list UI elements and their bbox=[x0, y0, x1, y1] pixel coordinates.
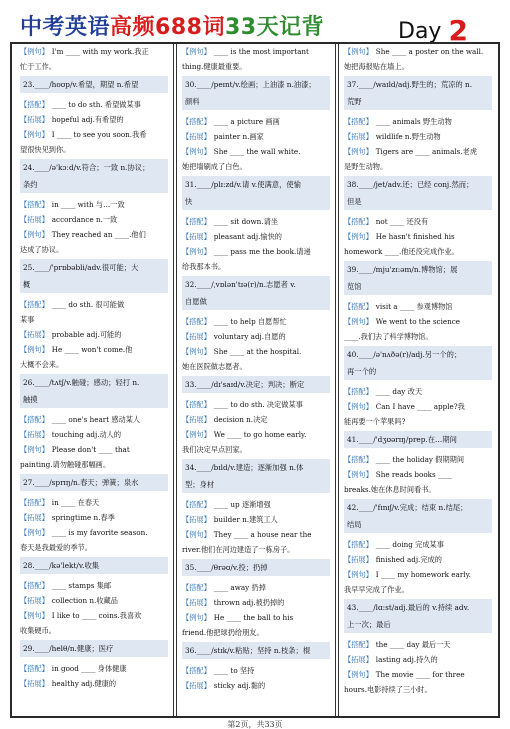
vocab-entry bbox=[182, 376, 330, 457]
line-tag-extension: 【拓展】 bbox=[182, 332, 211, 341]
line-text: in ____ 在春天 bbox=[51, 498, 100, 507]
vocab-entry bbox=[20, 374, 168, 472]
line-tag-collocation: 【搭配】 bbox=[344, 387, 373, 396]
entry-line bbox=[182, 427, 330, 442]
line-tag-collocation: 【搭配】 bbox=[20, 200, 49, 209]
entry-line bbox=[182, 625, 330, 640]
entry-line bbox=[20, 327, 168, 342]
entry-heading: 26.____/tʌtʃ/v.触碰；感动；轻打 n. bbox=[20, 374, 168, 391]
line-text: He hasn't finished his bbox=[375, 232, 455, 241]
line-tag-example: 【例句】 bbox=[182, 147, 211, 156]
line-tag-extension: 【拓展】 bbox=[20, 679, 49, 688]
line-text: We went to the science bbox=[375, 317, 461, 326]
entry-heading: 34.____/bɪld/v.建造；逐渐加强 n.体 bbox=[182, 459, 330, 476]
entry-line bbox=[20, 127, 168, 142]
entry-heading: 28.____/kə'lekt/v.收集 bbox=[20, 557, 168, 574]
entry-heading: 24.____/ə'kɔːd/v.符合；一致 n.协议； bbox=[20, 159, 168, 176]
entry-line bbox=[182, 129, 330, 144]
line-text: collection n.收藏品 bbox=[51, 596, 118, 605]
line-tag-collocation: 【搭配】 bbox=[182, 666, 211, 675]
entry-heading: 37.____/waɪld/adj.野生的；荒凉的 n. bbox=[344, 76, 492, 93]
entry-line bbox=[182, 44, 330, 59]
column-2 bbox=[180, 44, 332, 716]
line-text: ____ sit down.请坐 bbox=[213, 217, 278, 226]
entry-line bbox=[20, 227, 168, 242]
line-tag-collocation: 【搭配】 bbox=[344, 217, 373, 226]
entry-line bbox=[182, 542, 330, 557]
entry-line bbox=[344, 384, 492, 399]
line-text: 望很快见到你。 bbox=[20, 145, 71, 154]
line-tag-extension: 【拓展】 bbox=[344, 132, 373, 141]
line-text: She ____ a poster on the wall. bbox=[375, 47, 484, 56]
entry-heading: 41.____/'dʒʊərɪŋ/prep.在…期间 bbox=[344, 431, 492, 448]
line-text: ____ pass me the book.请递 bbox=[213, 247, 311, 256]
line-tag-example: 【例句】 bbox=[344, 470, 373, 479]
day-label: Day bbox=[398, 19, 442, 44]
line-text: builder n.建筑工人 bbox=[213, 515, 278, 524]
entry-line bbox=[182, 497, 330, 512]
day-indicator bbox=[398, 12, 468, 45]
entry-heading: 40.____/ə'nʌðə(r)/adj.另一个的； bbox=[344, 346, 492, 363]
page-title bbox=[20, 10, 324, 41]
line-text: ____ one's heart 感动某人 bbox=[51, 415, 141, 424]
entry-heading-continued: 颜料 bbox=[182, 93, 330, 110]
entry-line bbox=[20, 623, 168, 638]
line-tag-collocation: 【搭配】 bbox=[182, 400, 211, 409]
line-text: thing.健康最重要。 bbox=[182, 62, 247, 71]
line-tag-extension: 【拓展】 bbox=[182, 132, 211, 141]
line-text: She ____ the wall white. bbox=[213, 147, 301, 156]
entry-line bbox=[344, 59, 492, 74]
entry-line bbox=[344, 314, 492, 329]
entry-line bbox=[344, 329, 492, 344]
line-text: They reached an ____.他们 bbox=[51, 230, 146, 239]
line-tag-example: 【例句】 bbox=[20, 445, 49, 454]
entry-line bbox=[20, 97, 168, 112]
line-tag-example: 【例句】 bbox=[344, 317, 373, 326]
entry-heading-continued: 上一次；最后 bbox=[344, 616, 492, 633]
entry-line bbox=[344, 159, 492, 174]
line-tag-collocation: 【搭配】 bbox=[20, 415, 49, 424]
entry-line bbox=[344, 667, 492, 682]
line-text: ____ away 扔掉 bbox=[213, 583, 266, 592]
entry-heading: 32.____/ˌvɒlən'tɪə(r)/n.志愿者 v. bbox=[182, 276, 330, 293]
entry-heading-continued: 再一个的 bbox=[344, 363, 492, 380]
line-text: 某事 bbox=[20, 315, 35, 324]
line-text: accordance n.一致 bbox=[51, 215, 118, 224]
line-tag-collocation: 【搭配】 bbox=[182, 117, 211, 126]
line-tag-extension: 【拓展】 bbox=[182, 681, 211, 690]
line-tag-example: 【例句】 bbox=[344, 232, 373, 241]
entry-heading-continued: 型；身材 bbox=[182, 476, 330, 493]
column-3 bbox=[342, 44, 494, 716]
entry-heading-continued: 自愿做 bbox=[182, 293, 330, 310]
line-text: 我们决定早点回家。 bbox=[182, 445, 247, 454]
line-text: We ____ to go home early. bbox=[213, 430, 307, 439]
entry-heading-continued: 概 bbox=[20, 276, 168, 293]
line-tag-extension: 【拓展】 bbox=[344, 655, 373, 664]
line-text: 大概不会来。 bbox=[20, 360, 64, 369]
line-tag-extension: 【拓展】 bbox=[20, 596, 49, 605]
vocab-entry bbox=[20, 640, 168, 691]
entry-line bbox=[20, 312, 168, 327]
entry-line bbox=[344, 229, 492, 244]
line-tag-collocation: 【搭配】 bbox=[20, 498, 49, 507]
line-text: in ____ with 与…一致 bbox=[51, 200, 125, 209]
entry-line bbox=[20, 593, 168, 608]
entry-line bbox=[344, 652, 492, 667]
entry-line bbox=[182, 580, 330, 595]
line-text: 我早早完成了作业。 bbox=[344, 585, 409, 594]
entry-heading: 39.____/mju'zɪ:əm/n.博物馆；展 bbox=[344, 261, 492, 278]
line-text: painting.请勿触碰那幅画。 bbox=[20, 460, 111, 469]
line-text: in good ____ 身体健康 bbox=[51, 664, 127, 673]
entry-line bbox=[182, 214, 330, 229]
entry-line bbox=[182, 359, 330, 374]
line-tag-example: 【例句】 bbox=[182, 613, 211, 622]
vocab-entry bbox=[20, 44, 168, 74]
line-tag-extension: 【拓展】 bbox=[20, 330, 49, 339]
entry-line bbox=[182, 663, 330, 678]
line-text: 她在医院做志愿者。 bbox=[182, 362, 247, 371]
line-text: She reads books ____ bbox=[375, 470, 453, 479]
line-tag-collocation: 【搭配】 bbox=[20, 100, 49, 109]
vocab-entry bbox=[344, 346, 492, 429]
entry-line bbox=[20, 342, 168, 357]
line-tag-collocation: 【搭配】 bbox=[182, 217, 211, 226]
line-text: 忙于工作。 bbox=[20, 62, 56, 71]
line-text: ____ is my favorite season. bbox=[51, 528, 148, 537]
entry-line bbox=[182, 678, 330, 693]
line-text: lasting adj.持久的 bbox=[375, 655, 438, 664]
line-text: 她把墙刷成了白色。 bbox=[182, 162, 247, 171]
line-tag-example: 【例句】 bbox=[20, 47, 49, 56]
entry-line bbox=[182, 244, 330, 259]
line-text: voluntary adj.自愿的 bbox=[213, 332, 286, 341]
line-tag-collocation: 【搭配】 bbox=[344, 640, 373, 649]
entry-heading-continued: 触摸 bbox=[20, 391, 168, 408]
line-text: Can I have ____ apple?我 bbox=[375, 402, 465, 411]
title-part-2: 高频688词 bbox=[110, 15, 225, 40]
entry-line bbox=[182, 527, 330, 542]
line-tag-extension: 【拓展】 bbox=[182, 232, 211, 241]
line-tag-example: 【例句】 bbox=[182, 247, 211, 256]
page-header bbox=[12, 4, 498, 47]
entry-heading: 35.____/θrəʊ/v.投；扔掉 bbox=[182, 559, 330, 576]
line-text: I ____ to see you soon.我希 bbox=[51, 130, 147, 139]
entry-line bbox=[182, 412, 330, 427]
line-text: ____ the holiday 假期期间 bbox=[375, 455, 465, 464]
line-text: ____ day 改天 bbox=[375, 387, 423, 396]
line-tag-collocation: 【搭配】 bbox=[20, 300, 49, 309]
vocab-entry bbox=[344, 176, 492, 259]
line-tag-collocation: 【搭配】 bbox=[344, 540, 373, 549]
line-text: thrown adj.被扔掉的 bbox=[213, 598, 285, 607]
line-text: ____ to do sth. 希望做某事 bbox=[51, 100, 141, 109]
line-tag-extension: 【拓展】 bbox=[344, 555, 373, 564]
line-text: ____ up 逐渐增强 bbox=[213, 500, 271, 509]
entry-line bbox=[344, 414, 492, 429]
entry-line bbox=[20, 412, 168, 427]
line-tag-extension: 【拓展】 bbox=[182, 515, 211, 524]
column-1 bbox=[18, 44, 170, 716]
vocab-entry bbox=[182, 642, 330, 693]
column-divider bbox=[335, 44, 339, 716]
line-text: ____ to 坚持 bbox=[213, 666, 255, 675]
entry-heading: 25.____/'prɒbəbli/adv.很可能；大 bbox=[20, 259, 168, 276]
line-text: hopeful adj.有希望的 bbox=[51, 115, 124, 124]
entry-line bbox=[182, 397, 330, 412]
entry-line bbox=[20, 427, 168, 442]
entry-line bbox=[20, 59, 168, 74]
vocab-entry bbox=[344, 76, 492, 174]
line-text: 达成了协议。 bbox=[20, 245, 64, 254]
vocab-entry bbox=[182, 76, 330, 174]
vocab-entry bbox=[20, 474, 168, 555]
line-text: 给我那本书。 bbox=[182, 262, 226, 271]
line-tag-collocation: 【搭配】 bbox=[20, 581, 49, 590]
line-tag-collocation: 【搭配】 bbox=[20, 664, 49, 673]
line-text: river.他们在河边建造了一栋房子。 bbox=[182, 545, 295, 554]
entry-heading: 30.____/peɪnt/v.绘画；上油漆 n.油漆； bbox=[182, 76, 330, 93]
entry-line bbox=[344, 482, 492, 497]
entry-heading: 29.____/helθ/n.健康；医疗 bbox=[20, 640, 168, 657]
line-text: the ____ day 最后一天 bbox=[375, 640, 451, 649]
entry-line bbox=[20, 457, 168, 472]
line-tag-example: 【例句】 bbox=[20, 130, 49, 139]
entry-heading-continued: 条约 bbox=[20, 176, 168, 193]
line-text: I ____ my homework early. bbox=[375, 570, 471, 579]
line-text: He ____ won't come.他 bbox=[51, 345, 133, 354]
line-tag-example: 【例句】 bbox=[344, 402, 373, 411]
line-tag-example: 【例句】 bbox=[344, 670, 373, 679]
vocab-entry bbox=[182, 176, 330, 274]
line-text: 能再要一个苹果吗? bbox=[344, 417, 406, 426]
line-text: hours.电影持续了三小时。 bbox=[344, 685, 432, 694]
entry-line bbox=[182, 314, 330, 329]
vocab-entry bbox=[182, 276, 330, 374]
vocab-entry bbox=[20, 259, 168, 372]
line-tag-example: 【例句】 bbox=[20, 345, 49, 354]
entry-heading-continued: 结局 bbox=[344, 516, 492, 533]
line-tag-extension: 【拓展】 bbox=[182, 415, 211, 424]
entry-line bbox=[20, 197, 168, 212]
line-tag-example: 【例句】 bbox=[20, 528, 49, 537]
entry-line bbox=[344, 399, 492, 414]
entry-heading: 36.____/stɪk/v.粘贴；坚持 n.枝条；棍 bbox=[182, 642, 330, 659]
line-text: Tigers are ____ animals.老虎 bbox=[375, 147, 478, 156]
entry-line bbox=[182, 344, 330, 359]
entry-line bbox=[182, 610, 330, 625]
entry-line bbox=[182, 159, 330, 174]
entry-line bbox=[344, 582, 492, 597]
line-text: 收集硬币。 bbox=[20, 626, 56, 635]
title-part-3: 33天记背 bbox=[224, 15, 325, 40]
vocab-entry bbox=[344, 261, 492, 344]
line-text: painter n.画家 bbox=[213, 132, 264, 141]
entry-line bbox=[344, 537, 492, 552]
entry-line bbox=[182, 59, 330, 74]
line-tag-example: 【例句】 bbox=[182, 530, 211, 539]
entry-line bbox=[344, 214, 492, 229]
entry-line bbox=[182, 595, 330, 610]
line-text: ____ to help 自愿帮忙 bbox=[213, 317, 287, 326]
line-tag-example: 【例句】 bbox=[182, 430, 211, 439]
line-text: I'm ____ with my work.我正 bbox=[51, 47, 149, 56]
line-text: ____ stamps 集邮 bbox=[51, 581, 112, 590]
line-tag-extension: 【拓展】 bbox=[20, 513, 49, 522]
line-text: breaks.她在休息时间看书。 bbox=[344, 485, 436, 494]
entry-heading: 27.____/sprɪŋ/n.春天；弹簧；泉水 bbox=[20, 474, 168, 491]
line-text: wildlife n.野生动物 bbox=[375, 132, 441, 141]
vocab-entry bbox=[344, 431, 492, 497]
entry-line bbox=[344, 452, 492, 467]
entry-heading: 23.____/hoʊp/v.希望，期望 n.希望 bbox=[20, 76, 168, 93]
title-part-1: 中考英语 bbox=[20, 15, 111, 40]
vocab-entry bbox=[344, 44, 492, 74]
entry-line bbox=[182, 442, 330, 457]
entry-heading-continued: 但是 bbox=[344, 193, 492, 210]
entry-heading: 42.____/'fɪnɪʃ/v.完成；结束 n.结尾； bbox=[344, 499, 492, 516]
line-text: healthy adj.健康的 bbox=[51, 679, 117, 688]
entry-line bbox=[344, 44, 492, 59]
line-text: He ____ the ball to his bbox=[213, 613, 294, 622]
entry-line bbox=[344, 299, 492, 314]
entry-line bbox=[344, 114, 492, 129]
entry-line bbox=[182, 512, 330, 527]
entry-line bbox=[20, 44, 168, 59]
line-text: ____.我们去了科学博物馆。 bbox=[344, 332, 433, 341]
line-text: She ____ at the hospital. bbox=[213, 347, 302, 356]
line-text: ____ to do sth. 决定做某事 bbox=[213, 400, 303, 409]
line-text: 春天是我最爱的季节。 bbox=[20, 543, 92, 552]
line-tag-example: 【例句】 bbox=[20, 230, 49, 239]
entry-line bbox=[182, 229, 330, 244]
entry-heading-continued: 荒野 bbox=[344, 93, 492, 110]
entry-line bbox=[344, 552, 492, 567]
line-text: homework ____.他还没完成作业。 bbox=[344, 247, 459, 256]
line-tag-collocation: 【搭配】 bbox=[182, 317, 211, 326]
vocab-entry bbox=[182, 559, 330, 640]
line-text: finished adj.完成的 bbox=[375, 555, 442, 564]
line-text: I like to ____ coins.我喜欢 bbox=[51, 611, 142, 620]
line-text: not ____ 还没有 bbox=[375, 217, 429, 226]
line-tag-example: 【例句】 bbox=[344, 47, 373, 56]
vocab-entry bbox=[182, 44, 330, 74]
line-tag-extension: 【拓展】 bbox=[182, 598, 211, 607]
entry-line bbox=[20, 676, 168, 691]
line-tag-example: 【例句】 bbox=[344, 147, 373, 156]
entry-line bbox=[344, 144, 492, 159]
entry-line bbox=[20, 142, 168, 157]
line-tag-example: 【例句】 bbox=[20, 611, 49, 620]
line-text: pleasant adj.愉快的 bbox=[213, 232, 282, 241]
entry-line bbox=[20, 578, 168, 593]
entry-line bbox=[344, 244, 492, 259]
entry-heading: 33.____/dɪ'saɪd/v.决定；判决；断定 bbox=[182, 376, 330, 393]
entry-line bbox=[182, 144, 330, 159]
entry-line bbox=[182, 114, 330, 129]
line-text: springtime n.春季 bbox=[51, 513, 115, 522]
entry-line bbox=[20, 525, 168, 540]
entry-line bbox=[20, 112, 168, 127]
line-tag-example: 【例句】 bbox=[182, 47, 211, 56]
line-text: decision n.决定 bbox=[213, 415, 268, 424]
line-text: The movie ____ for three bbox=[375, 670, 465, 679]
entry-line bbox=[344, 637, 492, 652]
entry-line bbox=[344, 682, 492, 697]
entry-line bbox=[344, 467, 492, 482]
vocab-entry bbox=[344, 499, 492, 597]
entry-line bbox=[20, 357, 168, 372]
line-text: 是野生动物。 bbox=[344, 162, 388, 171]
entry-line bbox=[20, 495, 168, 510]
line-text: ____ do sth. 很可能做 bbox=[51, 300, 125, 309]
entry-line bbox=[20, 540, 168, 555]
line-text: ____ is the most important bbox=[213, 47, 309, 56]
vocab-entry bbox=[20, 76, 168, 157]
line-text: ____ doing 完成某事 bbox=[375, 540, 444, 549]
line-tag-example: 【例句】 bbox=[182, 347, 211, 356]
line-tag-extension: 【拓展】 bbox=[20, 430, 49, 439]
line-text: They ____ a house near the bbox=[213, 530, 312, 539]
line-tag-collocation: 【搭配】 bbox=[344, 302, 373, 311]
line-text: 她把海报贴在墙上。 bbox=[344, 62, 409, 71]
entry-line bbox=[20, 608, 168, 623]
vocab-entry bbox=[182, 459, 330, 557]
entry-line bbox=[344, 129, 492, 144]
line-tag-extension: 【拓展】 bbox=[20, 115, 49, 124]
entry-heading: 43.____/lɑ:st/adj.最后的 v.持续 adv. bbox=[344, 599, 492, 616]
vocab-entry bbox=[344, 599, 492, 697]
entry-line bbox=[182, 259, 330, 274]
line-tag-extension: 【拓展】 bbox=[20, 215, 49, 224]
entry-line bbox=[344, 567, 492, 582]
line-text: touching adj.动人的 bbox=[51, 430, 122, 439]
line-text: ____ a picture 画画 bbox=[213, 117, 280, 126]
line-tag-collocation: 【搭配】 bbox=[182, 500, 211, 509]
line-text: friend.他把球扔给朋友。 bbox=[182, 628, 264, 637]
line-tag-collocation: 【搭配】 bbox=[182, 583, 211, 592]
line-text: probable adj.可能的 bbox=[51, 330, 122, 339]
entry-line bbox=[182, 329, 330, 344]
day-number: 2 bbox=[448, 14, 468, 47]
line-text: ____ animals 野生动物 bbox=[375, 117, 452, 126]
line-tag-collocation: 【搭配】 bbox=[344, 117, 373, 126]
entry-heading-continued: 快 bbox=[182, 193, 330, 210]
line-text: Please don't ____ that bbox=[51, 445, 130, 454]
entry-heading: 38.____/jet/adv.还；已经 conj.然而； bbox=[344, 176, 492, 193]
line-tag-example: 【例句】 bbox=[344, 570, 373, 579]
line-text: sticky adj.黏的 bbox=[213, 681, 266, 690]
entry-line bbox=[20, 297, 168, 312]
entry-heading-continued: 览馆 bbox=[344, 278, 492, 295]
column-divider bbox=[173, 44, 177, 716]
vocab-entry bbox=[20, 557, 168, 638]
entry-heading: 31.____/plɪ:zd/v.请 v.使满意，使愉 bbox=[182, 176, 330, 193]
entry-line bbox=[20, 661, 168, 676]
entry-line bbox=[20, 212, 168, 227]
entry-line bbox=[20, 242, 168, 257]
entry-line bbox=[20, 442, 168, 457]
page-footer: 第2页，共33页 bbox=[227, 720, 283, 729]
line-tag-collocation: 【搭配】 bbox=[344, 455, 373, 464]
entry-line bbox=[20, 510, 168, 525]
vocab-entry bbox=[20, 159, 168, 257]
line-text: visit a ____ 参观博物馆 bbox=[375, 302, 453, 311]
